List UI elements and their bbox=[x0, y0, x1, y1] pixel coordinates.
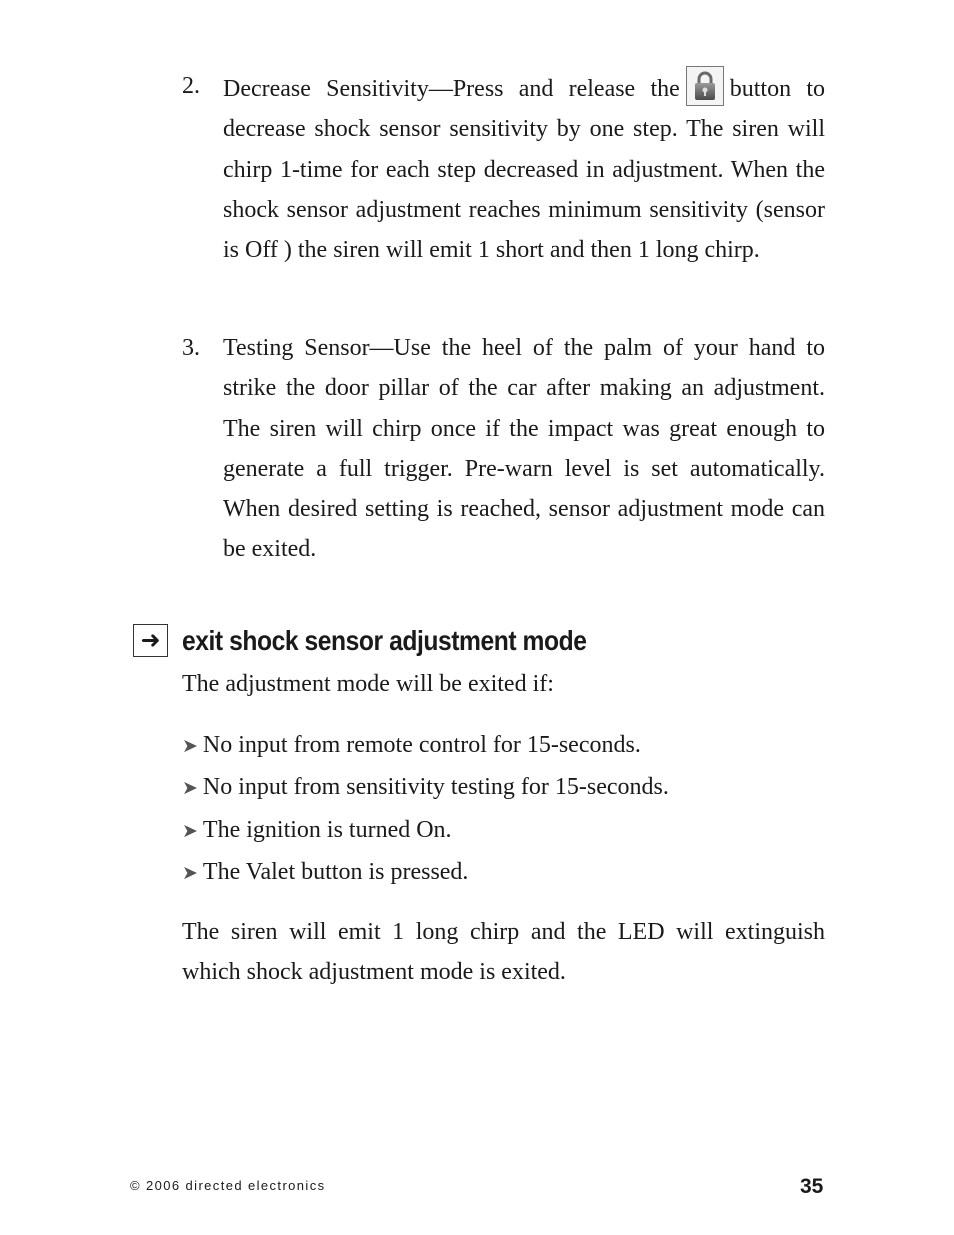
bullet-arrow-icon: ➤ bbox=[182, 820, 198, 842]
list-item: ➤ No input from remote control for 15-seconds. bbox=[182, 732, 641, 758]
bullet-arrow-icon: ➤ bbox=[182, 736, 198, 757]
list-item: ➤ No input from sensitivity testing for 15-seconds. bbox=[182, 774, 669, 801]
step-number: 2. bbox=[182, 73, 200, 99]
step-text-after-button: button to decrease shock sensor sensitivity by one step. The siren will chirp 1-time for each step decreased in adjustment. When the shock sensor adjustment reaches minimum sensitivity (sensor is Off ) the siren will emit 1 short and then 1 long chirp. bbox=[223, 76, 825, 264]
step-3 bbox=[182, 328, 825, 570]
step-text-before-button: Decrease Sensitivity—Press and release the bbox=[223, 76, 680, 102]
arrow-right-icon: ➜ bbox=[133, 624, 168, 657]
section-intro: The adjustment mode will be exited if: bbox=[182, 671, 554, 697]
lock-icon bbox=[686, 66, 724, 106]
list-item: ➤ The Valet button is pressed. bbox=[182, 858, 469, 885]
step-number: 3. bbox=[182, 335, 200, 361]
section-heading bbox=[133, 622, 833, 662]
footer-copyright: © 2006 directed electronics bbox=[130, 1178, 326, 1193]
step-text: Testing Sensor—Use the heel of the palm of your hand to strike the door pillar of the car after making an adjustment. The siren will chirp once if the impact was great enough to generate a full trigger. Pre-warn level is set automatically. When desired setting is reached, sensor adjustment mode can be exited. bbox=[223, 335, 825, 563]
bullet-arrow-icon: ➤ bbox=[182, 862, 198, 884]
page-number: 35 bbox=[800, 1175, 824, 1198]
closing-paragraph: The siren will emit 1 long chirp and the LED will extinguish which shock adjustment mode is exited. bbox=[182, 919, 825, 986]
exit-conditions-list bbox=[182, 725, 669, 894]
list-item: ➤ The ignition is turned On. bbox=[182, 816, 452, 843]
step-2 bbox=[182, 66, 825, 270]
section-title: exit shock sensor adjustment mode bbox=[182, 625, 587, 656]
bullet-arrow-icon: ➤ bbox=[182, 778, 198, 800]
step-text bbox=[223, 66, 825, 270]
